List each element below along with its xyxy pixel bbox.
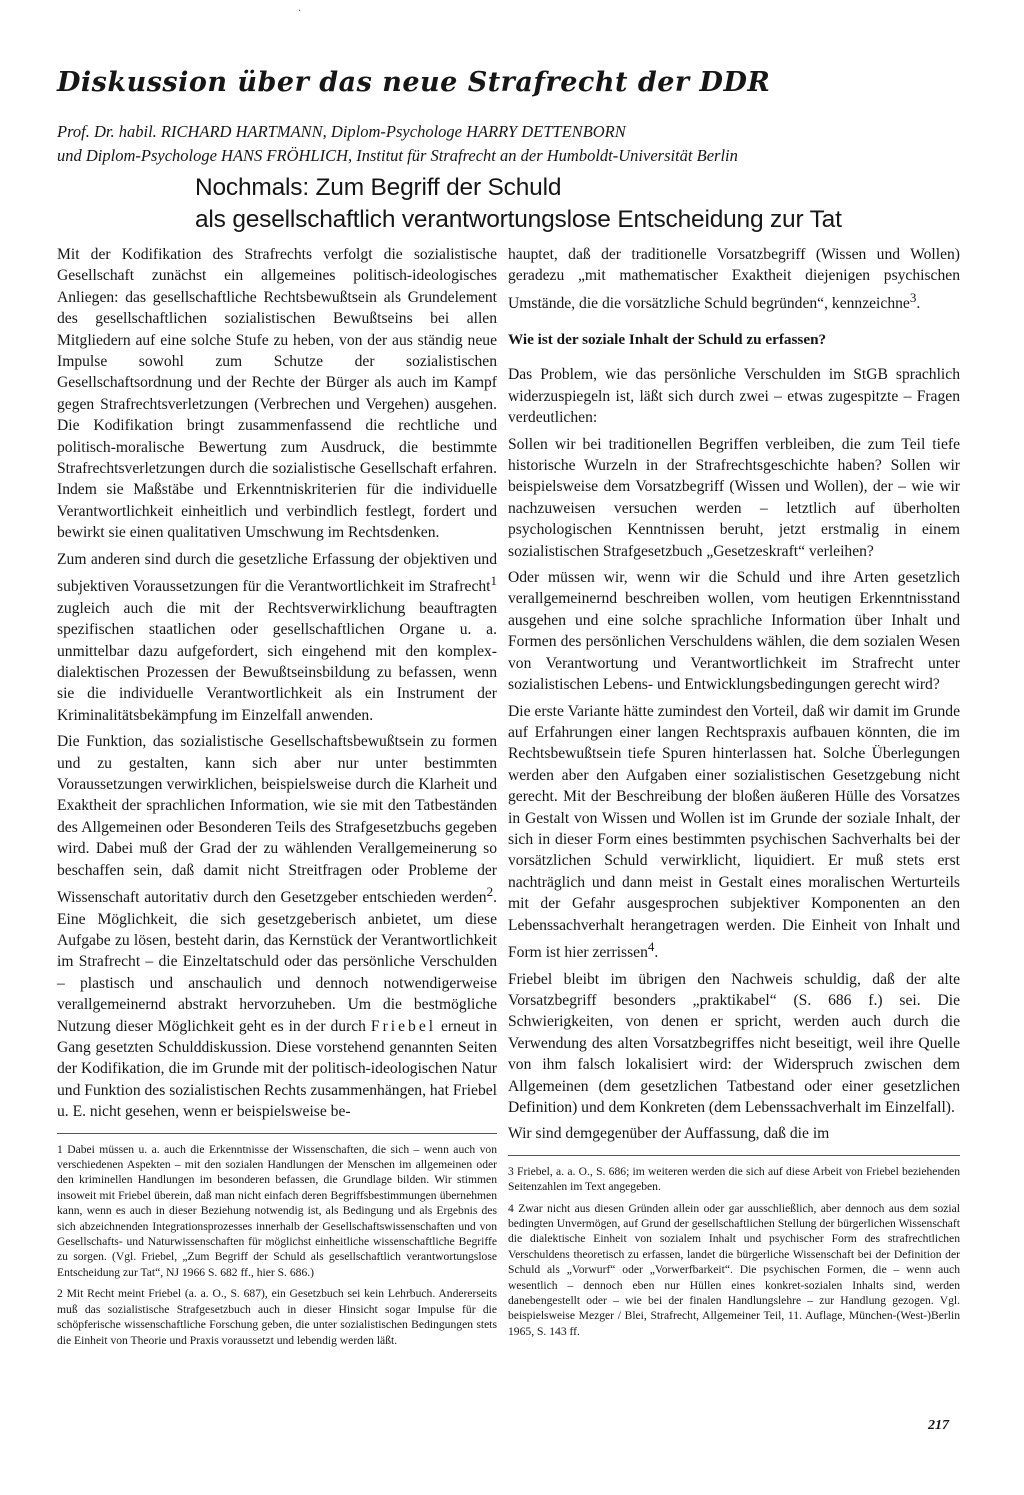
page-number: 217 [928,1418,949,1433]
paragraph: Mit der Kodifikation des Strafrechts verfolgt die sozialistische Gesellschaft zunächst ein allgemeines politisch-ideologisches Anliegen: das gesellschaftliche Rechtsbewußtsein als Grundelement des gesellschaftlichen sozialistischen Bewußtseins bei allen Mitgliedern auf eine solche Stufe zu heben, von der aus ständig neue Impulse sowohl zum Schutze der sozialistischen Gesellschaftsordnung und der Rechte der Bürger als auch im Kampf gegen Strafrechtsverletzungen (Verbrechen und Vergehen) ausgehen. Die Kodifikation bringt zusammenfassend die rechtliche und politisch-moralische Bewertung zum Ausdruck, die bestimmte Strafrechtsverletzungen durch die sozialistische Gesellschaft erfahren. Indem sie Maßstäbe und Erkenntniskriterien für die individuelle Verantwortlichkeit einheitlich und verbindlich festlegt, fordert und bewirkt sie einen qualitativen Umschwung im Rechtsdenken. [57,246,497,542]
paragraph: hauptet, daß der traditionelle Vorsatzbegriff (Wissen und Wollen) geradezu „mit mathematischer Exaktheit diejenigen psychischen Umstände, die die vorsätzliche Schuld begründen“, kennzeichne$^3$. [508,246,960,312]
footnote-4: 4 Zwar nicht aus diesen Gründen allein oder gar ausschließlich, aber dennoch aus dem sozial bedingten Unvermögen, auf Grund der gesellschaftlichen Stellung der bürgerlichen Wissenschaft die dialektische Einheit von sozialem Inhalt und psychischer Form des strafrechtlichen Verschuldens theoretisch zu erfassen, landet die bürgerliche Wissenschaft bei der Definition der Schuld als „Vorwurf“ oder „Vorwerfbarkeit“. Die psychischen Formen, die – wenn auch wesentlich – dennoch eben nur Hüllen eines konkret-sozialen Inhalts sind, werden danebengestellt oder – wie bei der finalen Handlungslehre – zur Handlung gezogen. Vgl. beispielsweise Mezger / Blei, Strafrecht, Allgemeiner Teil, 11. Auflage, München-(West-)Berlin 1965, S. 143 ff. [508,1201,960,1338]
footnote-1: 1 Dabei müssen u. a. auch die Erkenntnisse der Wissenschaften, die sich – wenn auch von verschiedenen Aspekten – mit den sozialen Handlungen der Menschen im allgemeinen oder den kriminellen Handlungen im besonderen befassen, die Grundlage bilden. Wir stimmen insoweit mit Friebel überein, daß man nicht einfach deren Begriffsbestimmungen übernehmen kann, wenn es auch in dieser Beziehung notwendig ist, als Bedingung und als Ergebnis des sich abzeichnenden Integrationsprozesses innerhalb der Gesellschaftswissenschaften und von Gesellschafts- und Naturwissenschaften für möglichst einheitliche wissenschaftliche Begriffe zu sorgen. (Vgl. Friebel, „Zum Begriff der Schuld als gesellschaftlich verantwortungslose Entscheidung zur Tat“, NJ 1966 S. 682 ff., hier S. 686.) [57,1142,497,1279]
right-column [508,244,960,1345]
series-rubric: Diskussion über das neue Strafrecht der DDR [57,67,771,98]
authors-line-2: und Diplom-Psychologe HANS FRÖHLICH, Institut für Strafrecht an der Humboldt-Universität Berlin [57,146,738,165]
left-column [57,244,497,1354]
spaced-name: Friebel [370,1017,437,1035]
paragraph: Wir sind demgegenüber der Auffassung, daß die im [508,1125,830,1143]
footnote-3: 3 Friebel, a. a. O., S. 686; im weiteren werden die sich auf diese Arbeit von Friebel beziehenden Seitenzahlen im Text angegeben. [508,1164,960,1194]
footnotes-right [508,1164,960,1339]
footnotes-left [57,1142,497,1348]
footnote-divider [57,1133,497,1134]
article-title [195,172,955,236]
authors-line-1: Prof. Dr. habil. RICHARD HARTMANN, Diplom-Psychologe HARRY DETTENBORN [57,122,626,141]
footnote-ref: 3 [909,289,917,305]
title-line-1: Nochmals: Zum Begriff der Schuld [195,174,562,201]
title-line-2: als gesellschaftlich verantwortungslose Entscheidung zur Tat [195,206,842,233]
footnote-ref: 4 [647,938,655,954]
scan-mark: · [298,6,302,17]
paragraph: Oder müssen wir, wenn wir die Schuld und ihre Arten gesetzlich verallgemeinernd beschreiben wollen, vom heutigen Erkenntnisstand ausgehen und eine solche sprachliche Information über Inhalt und Formen des persönlichen Verschuldens wählen, die dem sozialen Wesen von Verantwortung und Verantwortlichkeit im Strafrecht unter sozialistischen Lebens- und Entwicklungsbedingungen gerecht wird? [508,569,960,694]
footnote-ref: 1 [490,573,497,589]
paragraph: Sollen wir bei traditionellen Begriffen verbleiben, die zum Teil tiefe historische Wurzeln in der Strafrechtsgeschichte haben? Sollen wir beispielsweise dem Vorsatzbegriff (Wissen und Wollen), der – wie wir nachzuweisen versuchen werden – letztlich auf überholten psychologischen Kenntnissen beruht, jetzt erstmalig in einem sozialistischen Strafgesetzbuch „Gesetzeskraft“ verleihen? [508,435,960,560]
footnote-divider [508,1155,960,1156]
paragraph: Das Problem, wie das persönliche Verschulden im StGB sprachlich widerzuspiegeln ist, läßt sich durch zwei – etwas zugespitzte – Fragen verdeutlichen: [508,366,960,427]
section-heading: Wie ist der soziale Inhalt der Schuld zu erfassen? [508,331,827,349]
footnote-2: 2 Mit Recht meint Friebel (a. a. O., S. 687), ein Gesetzbuch sei kein Lehrbuch. Andererseits muß das sozialistische Strafgesetzbuch auch in dieser Hinsicht sogar Impulse für die schöpferische wissenschaftliche Forschung geben, die unter sozialistischen Bedingungen stets die Einheit von Theorie und Praxis voraussetzt und lebendig werden läßt. [57,1287,497,1347]
footnote-ref: 2 [486,883,494,899]
paragraph: Die Funktion, das sozialistische Gesellschaftsbewußtsein zu formen und zu gestalten, kann sich aber nur unter bestimmten Voraussetzungen verwirklichen, beispielsweise durch die Klarheit und Exaktheit der sprachlichen Information, wie sie mit den Tatbeständen des Allgemeinen oder Besonderen Teils des Strafgesetzbuchs gegeben wird. Dabei muß der Grad der zu wählenden Verallgemeinerung so beschaffen sein, daß damit nicht Streitfragen oder Probleme der Wissenschaft autoritativ durch den Gesetzgeber entschieden werden$^2$. Eine Möglichkeit, die sich gesetzgeberisch anbietet, um diese Aufgabe zu lösen, besteht darin, das Kernstück der Verantwortlichkeit im Strafrecht – die Einzeltatschuld oder das persönliche Verschulden – plastisch und anschaulich und dennoch notwendigerweise verallgemeinernd abstrakt hervorzuheben. Um die bestmögliche Nutzung dieser Möglichkeit geht es in der durch Friebel erneut in Gang gesetzten Schulddiskussion. Diese vorstehend genannten Seiten der Kodifikation, die im Grunde mit der politisch-ideologischen Natur und Funktion des sozialistischen Rechts zusammenhängen, hat Friebel u. E. nicht gesehen, wenn er beispielsweise be- [57,733,498,1121]
paragraph: Die erste Variante hätte zumindest den Vorteil, daß wir damit im Grunde auf Erfahrungen einer langen Rechtspraxis aufbauen könnten, die im Rechtsbewußtsein tiefe Spuren hinterlassen hat. Solche Überlegungen werden aber den Aufgaben einer sozialistischen Gesetzgebung nicht gerecht. Mit der Beschreibung der bloßen äußeren Hülle des Vorsatzes in Gestalt von Wissen und Wollen ist im Grunde der soziale Inhalt, der sich in dieser Form eines bestimmten psychischen Sachverhalts bei der vorsätzlichen Schuld verwirklicht, liquidiert. Er muß stets erst nachträglich und dann meist in Gestalt eines moralischen Werturteils mit der Gefahr ausgesprochen subjektiver Komponenten an den Lebenssachverhalt herangetragen werden. Die Einheit von Inhalt und Form ist hier zerrissen$^4$. [508,702,960,962]
author-block [57,120,997,168]
paragraph: Zum anderen sind durch die gesetzliche Erfassung der objektiven und subjektiven Voraussetzungen für die Verantwortlichkeit im Strafrecht$^1$ zugleich auch die mit der Rechtsverwirklichung beauftragten spezifischen staatlichen oder gesellschaftlichen Organe u. a. unmittelbar dazu aufgefordert, sich eingehend mit den komplex-dialektischen Prozessen der Bewußtseinsbildung zu befassen, wenn sie die individuelle Verantwortlichkeit als ein Instrument der Kriminalitätsbekämpfung im Einzelfall anwenden. [57,550,497,724]
paragraph: Friebel bleibt im übrigen den Nachweis schuldig, daß der alte Vorsatzbegriff besonders „praktikabel“ (S. 686 f.) sei. Die Schwierigkeiten, von denen er spricht, werden auch durch die Verwendung des alten Vorsatzbegriffes nicht beseitigt, weil ihre Quelle von ihm falsch lokalisiert wird: der Widerspruch zwischen dem Allgemeinen (dem gesetzlichen Tatbestand oder einer gesetzlichen Definition) und dem Konkreten (dem Lebenssachverhalt im Einzelfall). [508,970,960,1116]
